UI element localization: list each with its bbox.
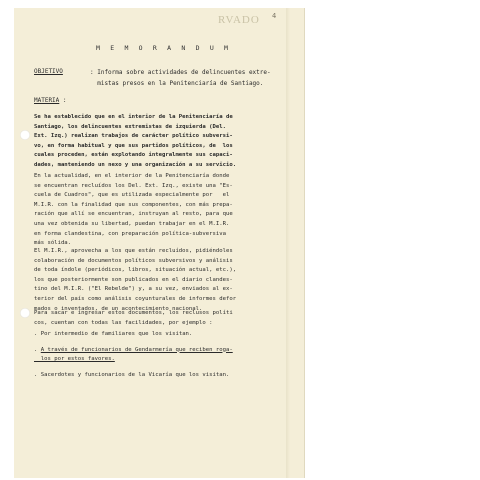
bullet-list — [34, 330, 233, 380]
list-item: . A través de funcionarios de Gendarmería que reciben roga- — [34, 346, 233, 353]
punch-hole-bottom — [20, 308, 30, 318]
list-item: . Por intermedio de familiares que los visitan. — [34, 331, 193, 337]
page-edge-shadow — [286, 8, 290, 478]
page-number-mark: 4 — [272, 12, 277, 20]
paragraph-1: Se ha establecido que en el interior de la Penitenciaría de Santiago, los delincuentes extremistas de izquierda (Del. Ext. Izq.) realizan trabajos de carácter político subversi- vo, en forma habitual y que sus partidos políticos, de los cuales proceden, están explotando integralmente sus capaci- dades, manteniendo un nexo y una organización a su servicio. — [34, 114, 237, 168]
objetivo-label: OBJETIVO — [34, 68, 63, 75]
punch-hole-top — [20, 130, 30, 140]
list-item-continuation: los por estos favores. — [34, 356, 115, 363]
materia-label: MATERIA — [34, 97, 60, 104]
paragraph-4: Para sacar e ingresar estos documentos, los reclusos políti cos, cuentan con todas las facilidades, por ejemplo : — [34, 310, 233, 326]
memo-title: M E M O R A N D U M — [96, 44, 232, 52]
paragraph-2: En la actualidad, en el interior de la Penitenciaría donde se encuentran recluídos los Del. Ext. Izq., existe una "Es- cuela de Cuadros", que es utilizada especialmente por el M.I.R. con la finalidad que sus componentes, con más prepa- ración que allí se encuentran, instruyan al resto, para que una vez obtenida su libertad, puedan trabajar en el M.I.R. en forma clandestina, con preparación política-subversiva más sólida. — [34, 173, 233, 247]
list-item: . Sacerdotes y funcionarios de la Vicaría que los visitan. — [34, 371, 230, 378]
paragraph-3: El M.I.R., aprovecha a los que están recluídos, pidiéndoles colaboración de documentos políticos subversivos y análisis de toda índole (periódicos, libros, situación actual, etc.), los que posteriormente son publicados en el diario clandes- tino del M.I.R. ("El Rebelde") y, a su vez, enviados al ex- terior del país como análisis coyunturales de informes defor mados o inventados, de un acontecimiento nacional. — [34, 248, 237, 312]
confidential-stamp: RVADO — [218, 14, 260, 26]
objetivo-text: : Informa sobre actividades de delincuentes extre- mistas presos en la Penitenciaría de Santiago. — [90, 69, 271, 87]
materia-heading — [34, 97, 67, 104]
materia-colon: : — [62, 97, 67, 104]
